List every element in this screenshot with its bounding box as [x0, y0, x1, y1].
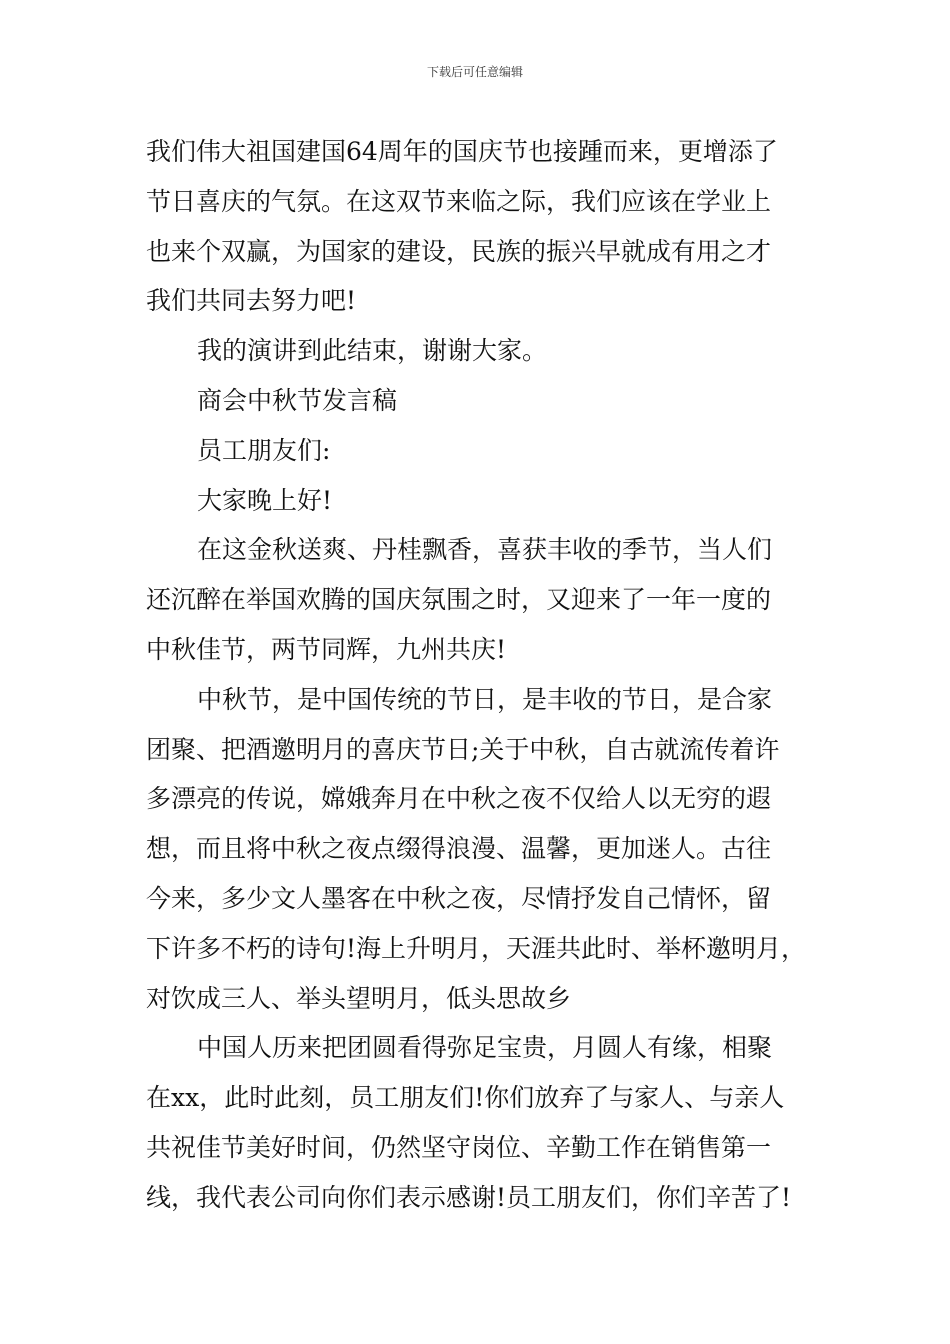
text-line: 多漂亮的传说，嫦娥奔月在中秋之夜不仅给人以无穷的遐: [146, 784, 772, 814]
text-line: 在xx，此时此刻，员工朋友们!你们放弃了与家人、与亲人: [146, 1083, 785, 1113]
text-line: 中秋节，是中国传统的节日，是丰收的节日，是合家: [197, 684, 773, 714]
text-line: 想，而且将中秋之夜点缀得浪漫、温馨，更加迷人。古往: [146, 834, 772, 864]
text-line: 团聚、把酒邀明月的喜庆节日;关于中秋，自古就流传着许: [146, 734, 780, 764]
text-line: 商会中秋节发言稿: [197, 385, 398, 415]
text-line: 节日喜庆的气氛。在这双节来临之际，我们应该在学业上: [146, 186, 772, 216]
text-line: 我们伟大祖国建国64周年的国庆节也接踵而来，更增添了: [146, 137, 778, 166]
text-line: 员工朋友们:: [197, 435, 331, 465]
text-line: 线，我代表公司向你们表示感谢!员工朋友们，你们辛苦了!: [146, 1182, 792, 1212]
text-line: 下许多不朽的诗句!海上升明月，天涯共此时、举杯邀明月，: [146, 933, 807, 963]
document-body: [146, 127, 826, 1223]
text-line: 我们共同去努力吧!: [146, 286, 357, 316]
text-line: 对饮成三人、举头望明月，低头思故乡: [146, 983, 572, 1013]
text-line: 中秋佳节，两节同辉，九州共庆!: [146, 634, 507, 664]
page-header-note: 下载后可任意编辑: [426, 65, 523, 79]
text-line: 共祝佳节美好时间，仍然坚守岗位、辛勤工作在销售第一: [146, 1132, 772, 1162]
text-line: 还沉醉在举国欢腾的国庆氛围之时，又迎来了一年一度的: [146, 585, 772, 615]
text-line: 在这金秋送爽、丹桂飘香，喜获丰收的季节，当人们: [197, 535, 773, 565]
text-line: 也来个双赢，为国家的建设，民族的振兴早就成有用之才: [146, 236, 772, 266]
text-line: 今来，多少文人墨客在中秋之夜，尽情抒发自己情怀，留: [146, 883, 772, 913]
text-line: 中国人历来把团圆看得弥足宝贵，月圆人有缘，相聚: [197, 1033, 773, 1063]
text-line: 我的演讲到此结束，谢谢大家。: [197, 336, 548, 366]
text-line: 大家晚上好!: [197, 485, 333, 515]
